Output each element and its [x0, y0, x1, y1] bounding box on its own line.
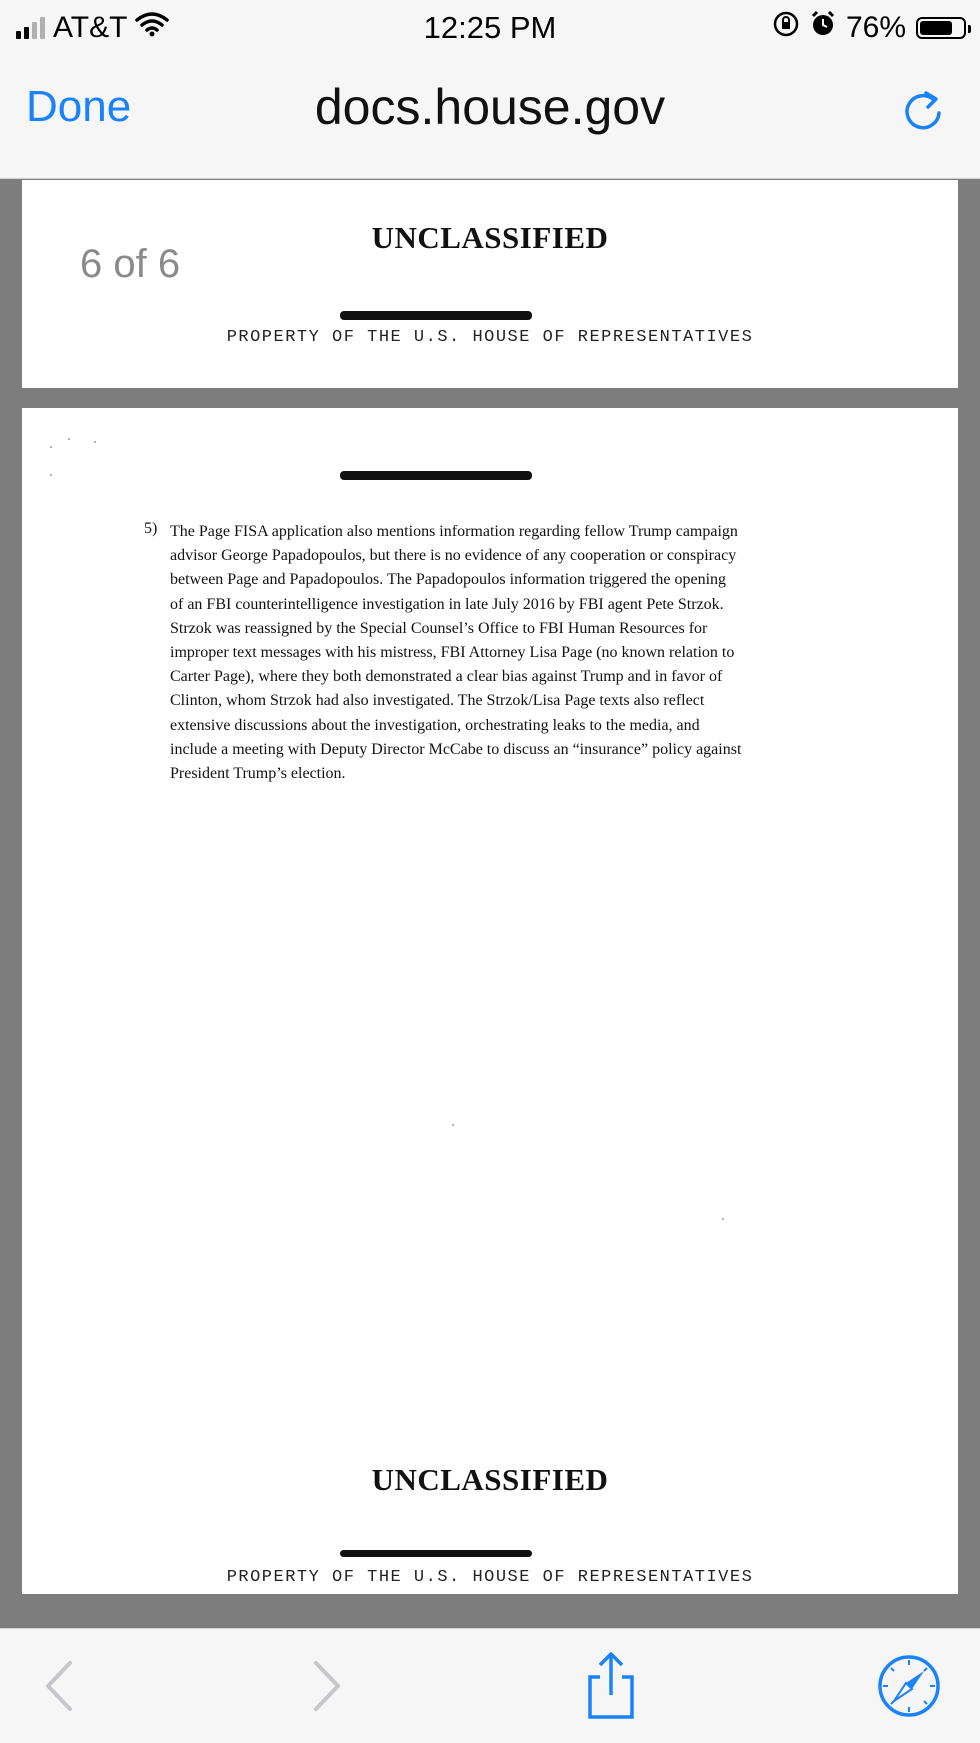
paragraph-line: extensive discussions about the investigation, orchestrating leaks to the media, and [170, 716, 700, 734]
nav-bar [0, 56, 980, 179]
redaction-mark [340, 311, 532, 320]
paragraph-line: President Trump’s election. [170, 765, 346, 783]
paragraph-line: between Page and Papadopoulos. The Papadopoulos information triggered the opening [170, 571, 727, 589]
redaction-mark [340, 1550, 532, 1557]
page-url-title: docs.house.gov [314, 79, 666, 135]
classification-heading: UNCLASSIFIED [371, 220, 609, 255]
status-bar [0, 0, 980, 56]
back-icon[interactable] [26, 1651, 96, 1721]
battery-percent: 76% [845, 11, 906, 44]
document-page-main [22, 408, 958, 1594]
share-icon[interactable] [576, 1651, 646, 1721]
reload-icon[interactable] [900, 88, 946, 134]
paragraph-line: The Page FISA application also mentions information regarding fellow Trump campaign [170, 523, 738, 540]
paragraph-line: Clinton, whom Strzok had also investigated. The Strzok/Lisa Page texts also reflect [170, 692, 705, 710]
paragraph-line: improper text messages with his mistress, FBI Attorney Lisa Page (no known relation to [170, 644, 735, 662]
status-right [772, 10, 966, 46]
done-button[interactable]: Done [26, 82, 132, 131]
paragraph-line: include a meeting with Deputy Director McCabe to discuss an “insurance” policy against [170, 740, 742, 758]
carrier-label: AT&T [53, 11, 128, 44]
safari-compass-icon[interactable] [874, 1651, 944, 1721]
forward-icon[interactable] [290, 1651, 360, 1721]
bottom-toolbar [0, 1628, 980, 1743]
property-notice-footer: PROPERTY OF THE U.S. HOUSE OF REPRESENTATIVES [226, 1568, 754, 1587]
paragraph-text [170, 520, 850, 786]
alarm-icon [810, 10, 836, 46]
document-page-top [22, 180, 958, 388]
redaction-mark [340, 471, 532, 480]
paragraph-line: advisor George Papadopoulos, but there is no evidence of any cooperation or conspiracy [170, 547, 737, 565]
battery-icon [916, 17, 966, 39]
battery-fill [920, 21, 952, 35]
classification-footer: UNCLASSIFIED [371, 1462, 609, 1497]
property-notice: PROPERTY OF THE U.S. HOUSE OF REPRESENTATIVES [226, 328, 754, 347]
paragraph-line: Strzok was reassigned by the Special Counsel’s Office to FBI Human Resources for [170, 619, 708, 637]
paragraph-line: of an FBI counterintelligence investigation in late July 2016 by FBI agent Pete Strzok. [170, 595, 724, 613]
status-time: 12:25 PM [423, 10, 557, 45]
page-indicator: 6 of 6 [80, 242, 181, 286]
orientation-lock-icon [772, 10, 800, 46]
paragraph-number: 5) [144, 520, 158, 537]
paragraph-line: Carter Page), where they both demonstrated a clear bias against Trump and in favor of [170, 668, 723, 686]
